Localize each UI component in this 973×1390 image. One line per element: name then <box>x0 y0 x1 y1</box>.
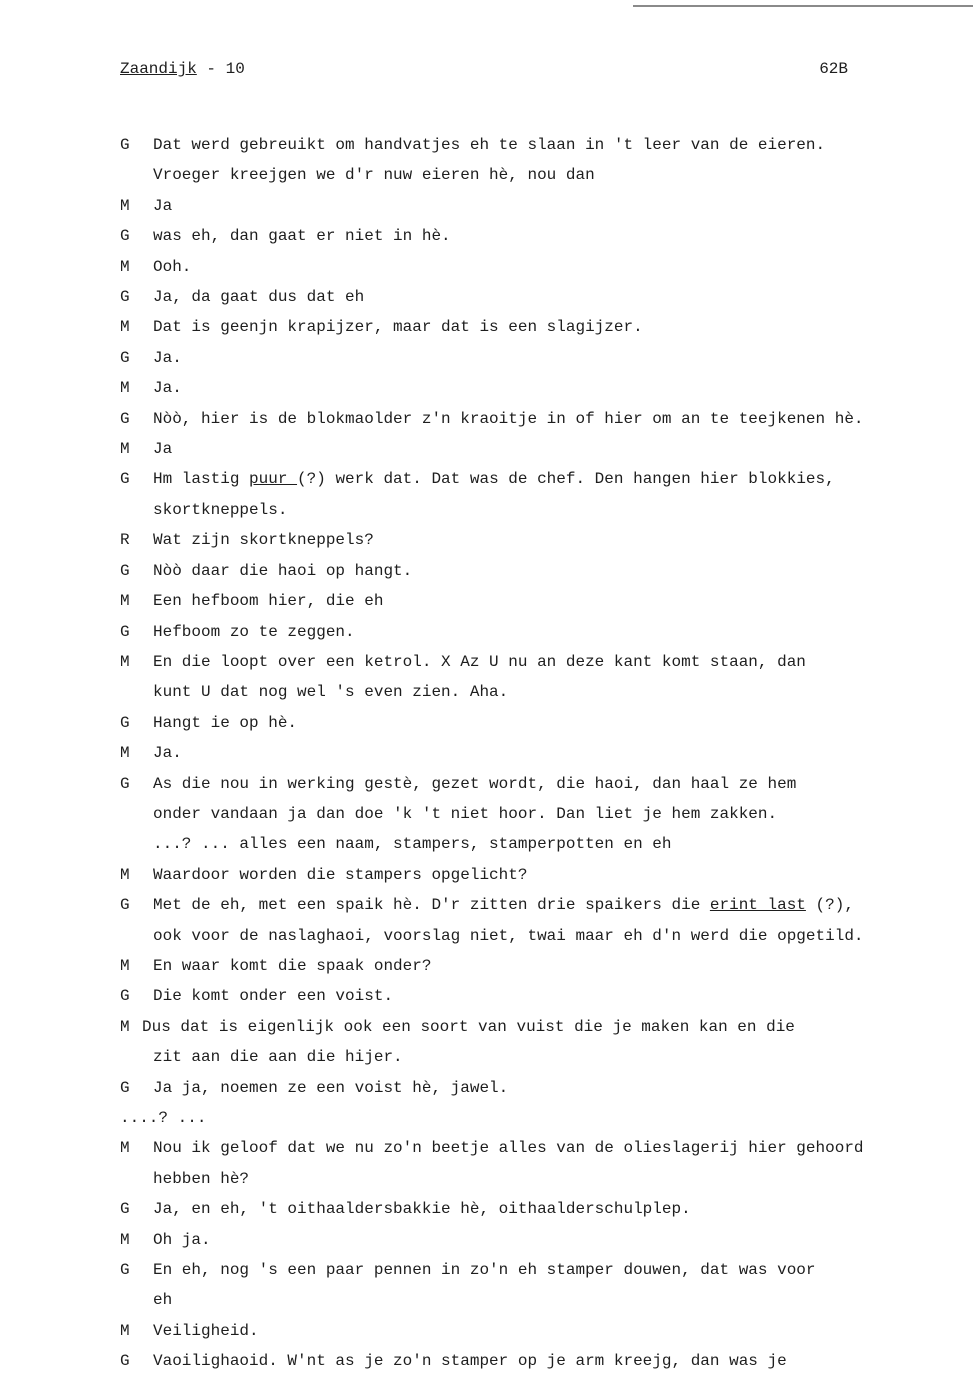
transcript-line <box>120 921 950 951</box>
transcript-line <box>120 312 950 342</box>
line-text: Ja, da gaat dus dat eh <box>153 288 365 307</box>
transcript-line <box>120 769 950 799</box>
speaker-code: G <box>120 227 130 246</box>
transcript-line <box>120 860 950 890</box>
line-text: Waardoor worden die stampers opgelicht? <box>153 865 528 884</box>
speaker-code: M <box>120 1230 130 1249</box>
line-text: Hangt ie op hè. <box>153 713 298 732</box>
transcript-body <box>120 130 950 1377</box>
line-text: Veiligheid. <box>153 1321 259 1340</box>
title-place: Zaandijk <box>120 60 197 78</box>
speaker-code: G <box>120 288 130 307</box>
transcript-line <box>120 738 950 768</box>
speaker-code: G <box>120 1078 130 1097</box>
line-text-part: (?), <box>805 896 854 915</box>
transcript-line <box>120 1073 950 1103</box>
line-text: Ja ja, noemen ze een voist hè, jawel. <box>153 1078 509 1097</box>
speaker-code: G <box>120 409 130 428</box>
speaker-code: G <box>120 774 130 793</box>
speaker-code: M <box>120 956 130 975</box>
speaker-code: G <box>120 348 130 367</box>
transcript-line <box>120 1103 950 1133</box>
document-title <box>120 60 245 78</box>
line-text: Dus dat is eigenlijk ook een soort van vuist die je maken kan en die <box>142 1017 795 1036</box>
line-text: As die nou in werking gestè, gezet wordt, die haoi, dan haal ze hem <box>153 774 797 793</box>
transcript-line <box>120 1316 950 1346</box>
line-text: Wat zijn skortkneppels? <box>153 531 374 550</box>
transcript-line <box>120 556 950 586</box>
transcript-line <box>120 1225 950 1255</box>
line-text: Ja <box>153 440 173 459</box>
transcript-line <box>120 586 950 616</box>
line-text: ook voor de naslaghaoi, voorslag niet, twai maar eh d'n werd die opgetild. <box>153 926 864 945</box>
line-text: Ja. <box>153 744 182 763</box>
transcript-line <box>120 130 950 160</box>
speaker-code: M <box>120 318 130 337</box>
transcript-line <box>120 1255 950 1285</box>
line-text: Die komt onder een voist. <box>153 987 394 1006</box>
title-number: - 10 <box>196 60 245 78</box>
transcript-line <box>120 617 950 647</box>
line-text: kunt U dat nog wel 's even zien. Aha. <box>153 683 509 702</box>
transcript-line <box>120 343 950 373</box>
transcript-line <box>120 1164 950 1194</box>
transcript-line <box>120 191 950 221</box>
line-text: Nòò daar die haoi op hangt. <box>153 561 413 580</box>
transcript-line <box>120 1042 950 1072</box>
speaker-code: G <box>120 713 130 732</box>
speaker-code: M <box>120 440 130 459</box>
speaker-code: M <box>120 592 130 611</box>
speaker-code: M <box>120 744 130 763</box>
speaker-code: G <box>120 1352 130 1371</box>
top-rule <box>633 5 973 7</box>
line-text: Nòò, hier is de blokmaolder z'n kraoitje in of hier om an te teejkenen hè. <box>153 409 864 428</box>
underlined-phrase: erint last <box>709 896 806 915</box>
speaker-code: M <box>120 1321 130 1340</box>
line-text: Hefboom zo te zeggen. <box>153 622 355 641</box>
speaker-code: M <box>120 257 130 276</box>
transcript-line <box>120 525 950 555</box>
line-text: Een hefboom hier, die eh <box>153 592 384 611</box>
transcript-line <box>120 951 950 981</box>
speaker-code: M <box>120 1139 130 1158</box>
line-text: hebben hè? <box>153 1169 250 1188</box>
line-text: Oh ja. <box>153 1230 211 1249</box>
line-text-part: Hm lastig <box>153 470 250 489</box>
transcript-line <box>120 1194 950 1224</box>
transcript-line <box>120 708 950 738</box>
line-text: skortkneppels. <box>153 500 288 519</box>
speaker-code: M <box>120 652 130 671</box>
line-text: Ja. <box>153 348 182 367</box>
transcript-line <box>120 252 950 282</box>
speaker-code: G <box>120 1200 130 1219</box>
transcript-line <box>120 829 950 859</box>
line-text: eh <box>153 1291 173 1310</box>
line-text: was eh, dan gaat er niet in hè. <box>153 227 451 246</box>
line-text: Ooh. <box>153 257 192 276</box>
speaker-code: G <box>120 987 130 1006</box>
line-text-part: (?) werk dat. Dat was de chef. Den hangen hier blokkies, <box>297 470 835 489</box>
line-text: onder vandaan ja dan doe 'k 't niet hoor. Dan liet je hem zakken. <box>153 804 778 823</box>
line-text <box>153 464 950 494</box>
transcript-line <box>120 890 950 920</box>
speaker-code: M <box>120 379 130 398</box>
speaker-code: G <box>120 561 130 580</box>
transcript-line <box>120 221 950 251</box>
speaker-code: G <box>120 1261 130 1280</box>
line-text: Vroeger kreejgen we d'r nuw eieren hè, nou dan <box>153 166 595 185</box>
transcript-line <box>120 1133 950 1163</box>
page-number: 62B <box>819 60 848 78</box>
transcript-line <box>120 434 950 464</box>
speaker-code: M <box>120 1017 130 1036</box>
transcript-line <box>120 282 950 312</box>
speaker-code: G <box>120 622 130 641</box>
transcript-line <box>120 677 950 707</box>
speaker-code: G <box>120 896 130 915</box>
line-text: Ja. <box>153 379 182 398</box>
line-text: Nou ik geloof dat we nu zo'n beetje alles van de olieslagerij hier gehoord <box>153 1139 864 1158</box>
line-text: Ja, en eh, 't oithaaldersbakkie hè, oithaalderschulplep. <box>153 1200 691 1219</box>
transcript-line <box>120 464 950 494</box>
transcript-line <box>120 799 950 829</box>
line-text: Dat is geenjn krapijzer, maar dat is een slagijzer. <box>153 318 643 337</box>
line-text: ...? ... alles een naam, stampers, stamperpotten en eh <box>153 835 672 854</box>
speaker-code: R <box>120 531 130 550</box>
transcript-line <box>120 1012 950 1042</box>
transcript-line <box>120 1285 950 1315</box>
transcript-line <box>120 160 950 190</box>
line-text: En die loopt over een ketrol. X Az U nu an deze kant komt staan, dan <box>153 652 806 671</box>
speaker-code: M <box>120 865 130 884</box>
speaker-code: G <box>120 470 130 489</box>
transcript-line <box>120 981 950 1011</box>
underlined-phrase: puur <box>249 470 298 489</box>
speaker-code: M <box>120 196 130 215</box>
line-text: Ja <box>153 196 173 215</box>
speaker-code: G <box>120 136 130 154</box>
page-header <box>120 60 848 84</box>
line-text: zit aan die aan die hijer. <box>153 1048 403 1067</box>
line-text: Dat werd gebreuikt om handvatjes eh te slaan in 't leer van de eieren. <box>153 136 826 154</box>
transcript-line <box>120 495 950 525</box>
transcript-line <box>120 647 950 677</box>
transcript-line <box>120 1346 950 1376</box>
line-text: Vaoilighaoid. W'nt as je zo'n stamper op je arm kreejg, dan was je <box>153 1352 787 1371</box>
transcript-line <box>120 404 950 434</box>
line-text <box>153 890 950 920</box>
line-text: En eh, nog 's een paar pennen in zo'n eh stamper douwen, dat was voor <box>153 1261 816 1280</box>
line-text: ....? ... <box>120 1109 207 1127</box>
line-text: En waar komt die spaak onder? <box>153 956 432 975</box>
transcript-line <box>120 373 950 403</box>
line-text-part: Met de eh, met een spaik hè. D'r zitten drie spaikers die <box>153 896 710 915</box>
